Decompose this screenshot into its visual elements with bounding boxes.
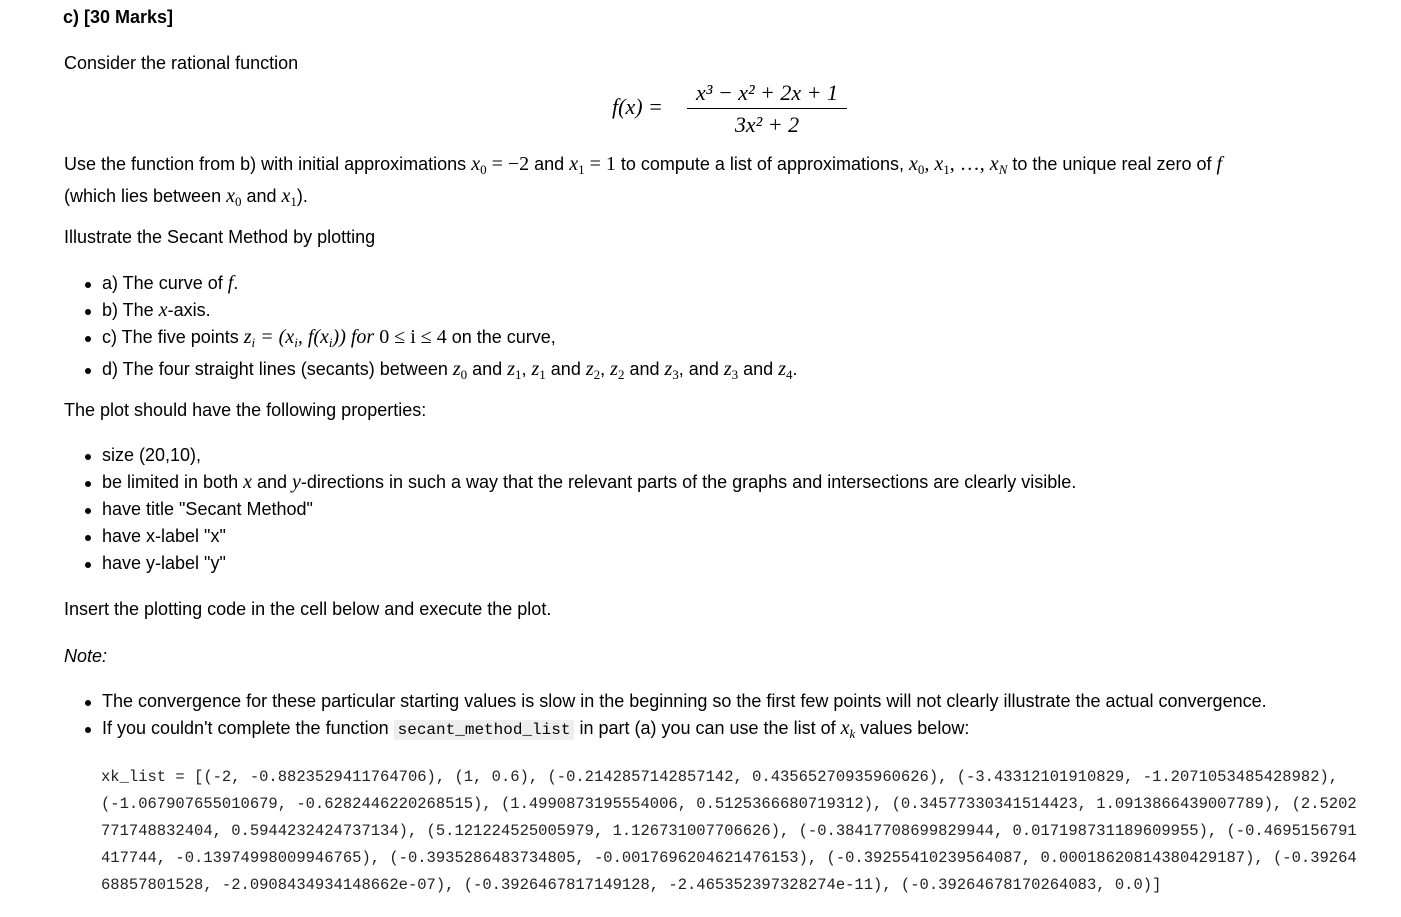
formula-fraction [687, 80, 847, 138]
section-heading: c) [30 Marks] [63, 7, 174, 27]
properties-list [64, 442, 1076, 577]
inline-code: secant_method_list [394, 720, 575, 740]
properties-intro: The plot should have the following properties: [64, 400, 427, 420]
list-item: c) The five points $z_i = (x_i$, $f(x_i)$) for 0 ≤ i ≤ 4 on the curve, [64, 324, 798, 356]
formula-numerator: x³ − x² + 2x + 1 [695, 80, 839, 105]
list-item: d) The four straight lines (secants) between $z_0$ and $z_1$, $z_1$ and $z_2$, $z_2$ and $z_3$, and $z_3$ and $z_4$. [64, 356, 798, 388]
list-item: size (20,10), [64, 442, 1076, 469]
list-item: a) The curve of f. [64, 270, 798, 297]
fraction-bar [687, 108, 847, 109]
xk-list-code-block: xk_list = [(-2, -0.8823529411764706), (1, 0.6), (-0.2142857142857142, 0.43565270935960626), (-3.43312101910829, -1.2071053485428982), (-1.067907655010679, -0.6282446220268515), (1.4990873195554006, 0.5125366680719312), (0.34577330341514423, 1.0913866439007789), (2.5202771748832404, 0.5944232424737134), (5.121224525005979, 1.126731007706626), (-0.38417708699829944, 0.017198731189609955), (-0.4695156791417744, -0.13974998009946765), (-0.3935286483734805, -0.0017696204621476153), (-0.39255410239564087, 0.00018620814380429187), (-0.3926468857801528, -2.0908434934148662e-07), (-0.3926467817149128, -2.465352397328274e-11), (-0.39264678170264083, 0.0)] [101, 768, 1357, 894]
list-item: If you couldn't complete the function secant_method_list in part (a) you can use the list of $x_k$ values below: [64, 715, 1267, 747]
formula-denominator: 3x² + 2 [734, 112, 800, 137]
list-item: have y-label "y" [64, 550, 1076, 577]
notes-list [64, 688, 1267, 747]
plot-items-list [64, 270, 798, 388]
list-item: b) The x-axis. [64, 297, 798, 324]
illustrate-text: Illustrate the Secant Method by plotting [64, 227, 376, 247]
formula-lhs: f(x) = [612, 94, 663, 119]
use-function-paragraph: Use the function from b) with initial approximations $x_0 = -2$ and $x_1 = 1$ to compute a list of approximations, $x_0$, $x_1$, …, $x_N$ to the unique real zero of f (which lies between $x_0$ and $x_1$). [64, 153, 1223, 209]
intro-text: Consider the rational function [64, 53, 299, 73]
note-label: Note: [64, 646, 108, 666]
list-item: have title "Secant Method" [64, 496, 1076, 523]
list-item: The convergence for these particular starting values is slow in the beginning so the first few points will not clearly illustrate the actual convergence. [64, 688, 1267, 715]
list-item: be limited in both x and y-directions in such a way that the relevant parts of the graphs and intersections are clearly visible. [64, 469, 1076, 496]
insert-instruction: Insert the plotting code in the cell below and execute the plot. [64, 599, 552, 619]
list-item: have x-label "x" [64, 523, 1076, 550]
